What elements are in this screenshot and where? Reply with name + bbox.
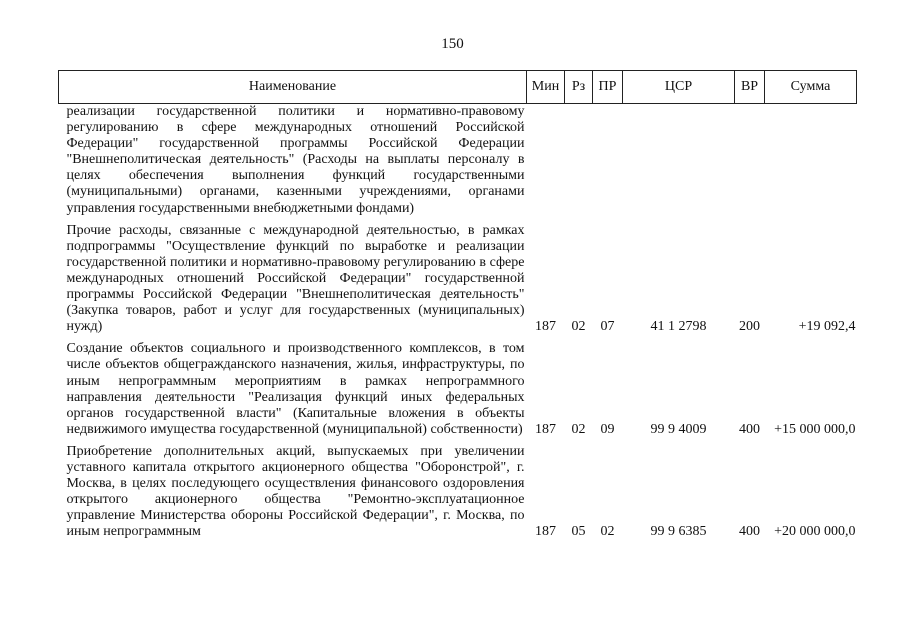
header-name: Наименование — [59, 71, 527, 104]
row-vr: 400 — [739, 524, 760, 540]
row-vr: 200 — [739, 319, 760, 335]
budget-table — [58, 70, 857, 540]
row-rz: 02 — [571, 421, 586, 437]
table-row — [59, 223, 857, 336]
row-pr: 09 — [600, 421, 615, 437]
header-sum: Сумма — [765, 71, 857, 104]
row-vr — [735, 104, 765, 217]
header-rz: Рз — [565, 71, 593, 104]
table-row — [59, 341, 857, 438]
row-min — [527, 104, 565, 217]
row-csr: 99 9 4009 — [650, 421, 707, 437]
row-name: Приобретение дополнительных акций, выпускаемых при увеличении уставного капитала открытого акционерного общества "Оборонстрой", г. Москва, в целях последующего осуществления финансового оздоровления открытого акционерного общества "Ремонтно-эксплуатационное управление Министерства обороны Российской Федерации", г. Москва, по иным непрограммным — [66, 443, 525, 540]
row-pr: 02 — [600, 524, 615, 540]
header-csr: ЦСР — [623, 71, 735, 104]
header-pr: ПР — [593, 71, 623, 104]
row-csr: 99 9 6385 — [650, 524, 707, 540]
page-number: 150 — [441, 36, 464, 52]
row-csr — [623, 104, 735, 217]
row-min: 187 — [535, 319, 556, 335]
header-min: Мин — [527, 71, 565, 104]
row-name: Прочие расходы, связанные с международной деятельностью, в рамках подпрограммы "Осуществление функций по выработке и реализации государственной политики и нормативно-правовому регулированию в сфере международных отношений Российской Федерации" государственной программы Российской Федерации "Внешнеполитическая деятельность" (Закупка товаров, работ и услуг для государственных (муниципальных) нужд) — [66, 222, 525, 335]
header-vr: ВР — [735, 71, 765, 104]
row-sum: +19 092,4 — [798, 319, 856, 335]
row-min: 187 — [535, 524, 556, 540]
row-sum: +20 000 000,0 — [774, 524, 856, 540]
row-min: 187 — [535, 421, 556, 437]
row-sum — [765, 104, 857, 217]
row-rz: 02 — [571, 319, 586, 335]
table-body — [59, 104, 857, 541]
row-csr: 41 1 2798 — [650, 319, 707, 335]
row-sum: +15 000 000,0 — [774, 421, 856, 437]
row-vr: 400 — [739, 421, 760, 437]
row-name: Создание объектов социального и производственного комплексов, в том числе объектов общегражданского назначения, жилья, инфраструктуры, по иным непрограммным мероприятиям в рамках непрограммного направления деятельности "Реализация функций иных федеральных органов государственной власти" (Капитальные вложения в объекты недвижимого имущества государственной (муниципальной) собственности) — [66, 341, 525, 437]
table-row — [59, 104, 857, 217]
table-row — [59, 444, 857, 541]
row-pr — [593, 104, 623, 217]
row-name: реализации государственной политики и нормативно-правовому регулированию в сфере международных отношений Российской Федерации" государственной программы Российской Федерации "Внешнеполитическая деятельность" (Расходы на выплаты персоналу в целях обеспечения выполнения функций государственными (муниципальными) органами, казенными учреждениями, органами управления государственными внебюджетными фондами) — [66, 104, 525, 216]
row-pr: 07 — [600, 319, 615, 335]
budget-table-container — [58, 70, 856, 540]
row-rz — [565, 104, 593, 217]
table-header — [59, 71, 857, 104]
row-rz: 05 — [571, 524, 586, 540]
